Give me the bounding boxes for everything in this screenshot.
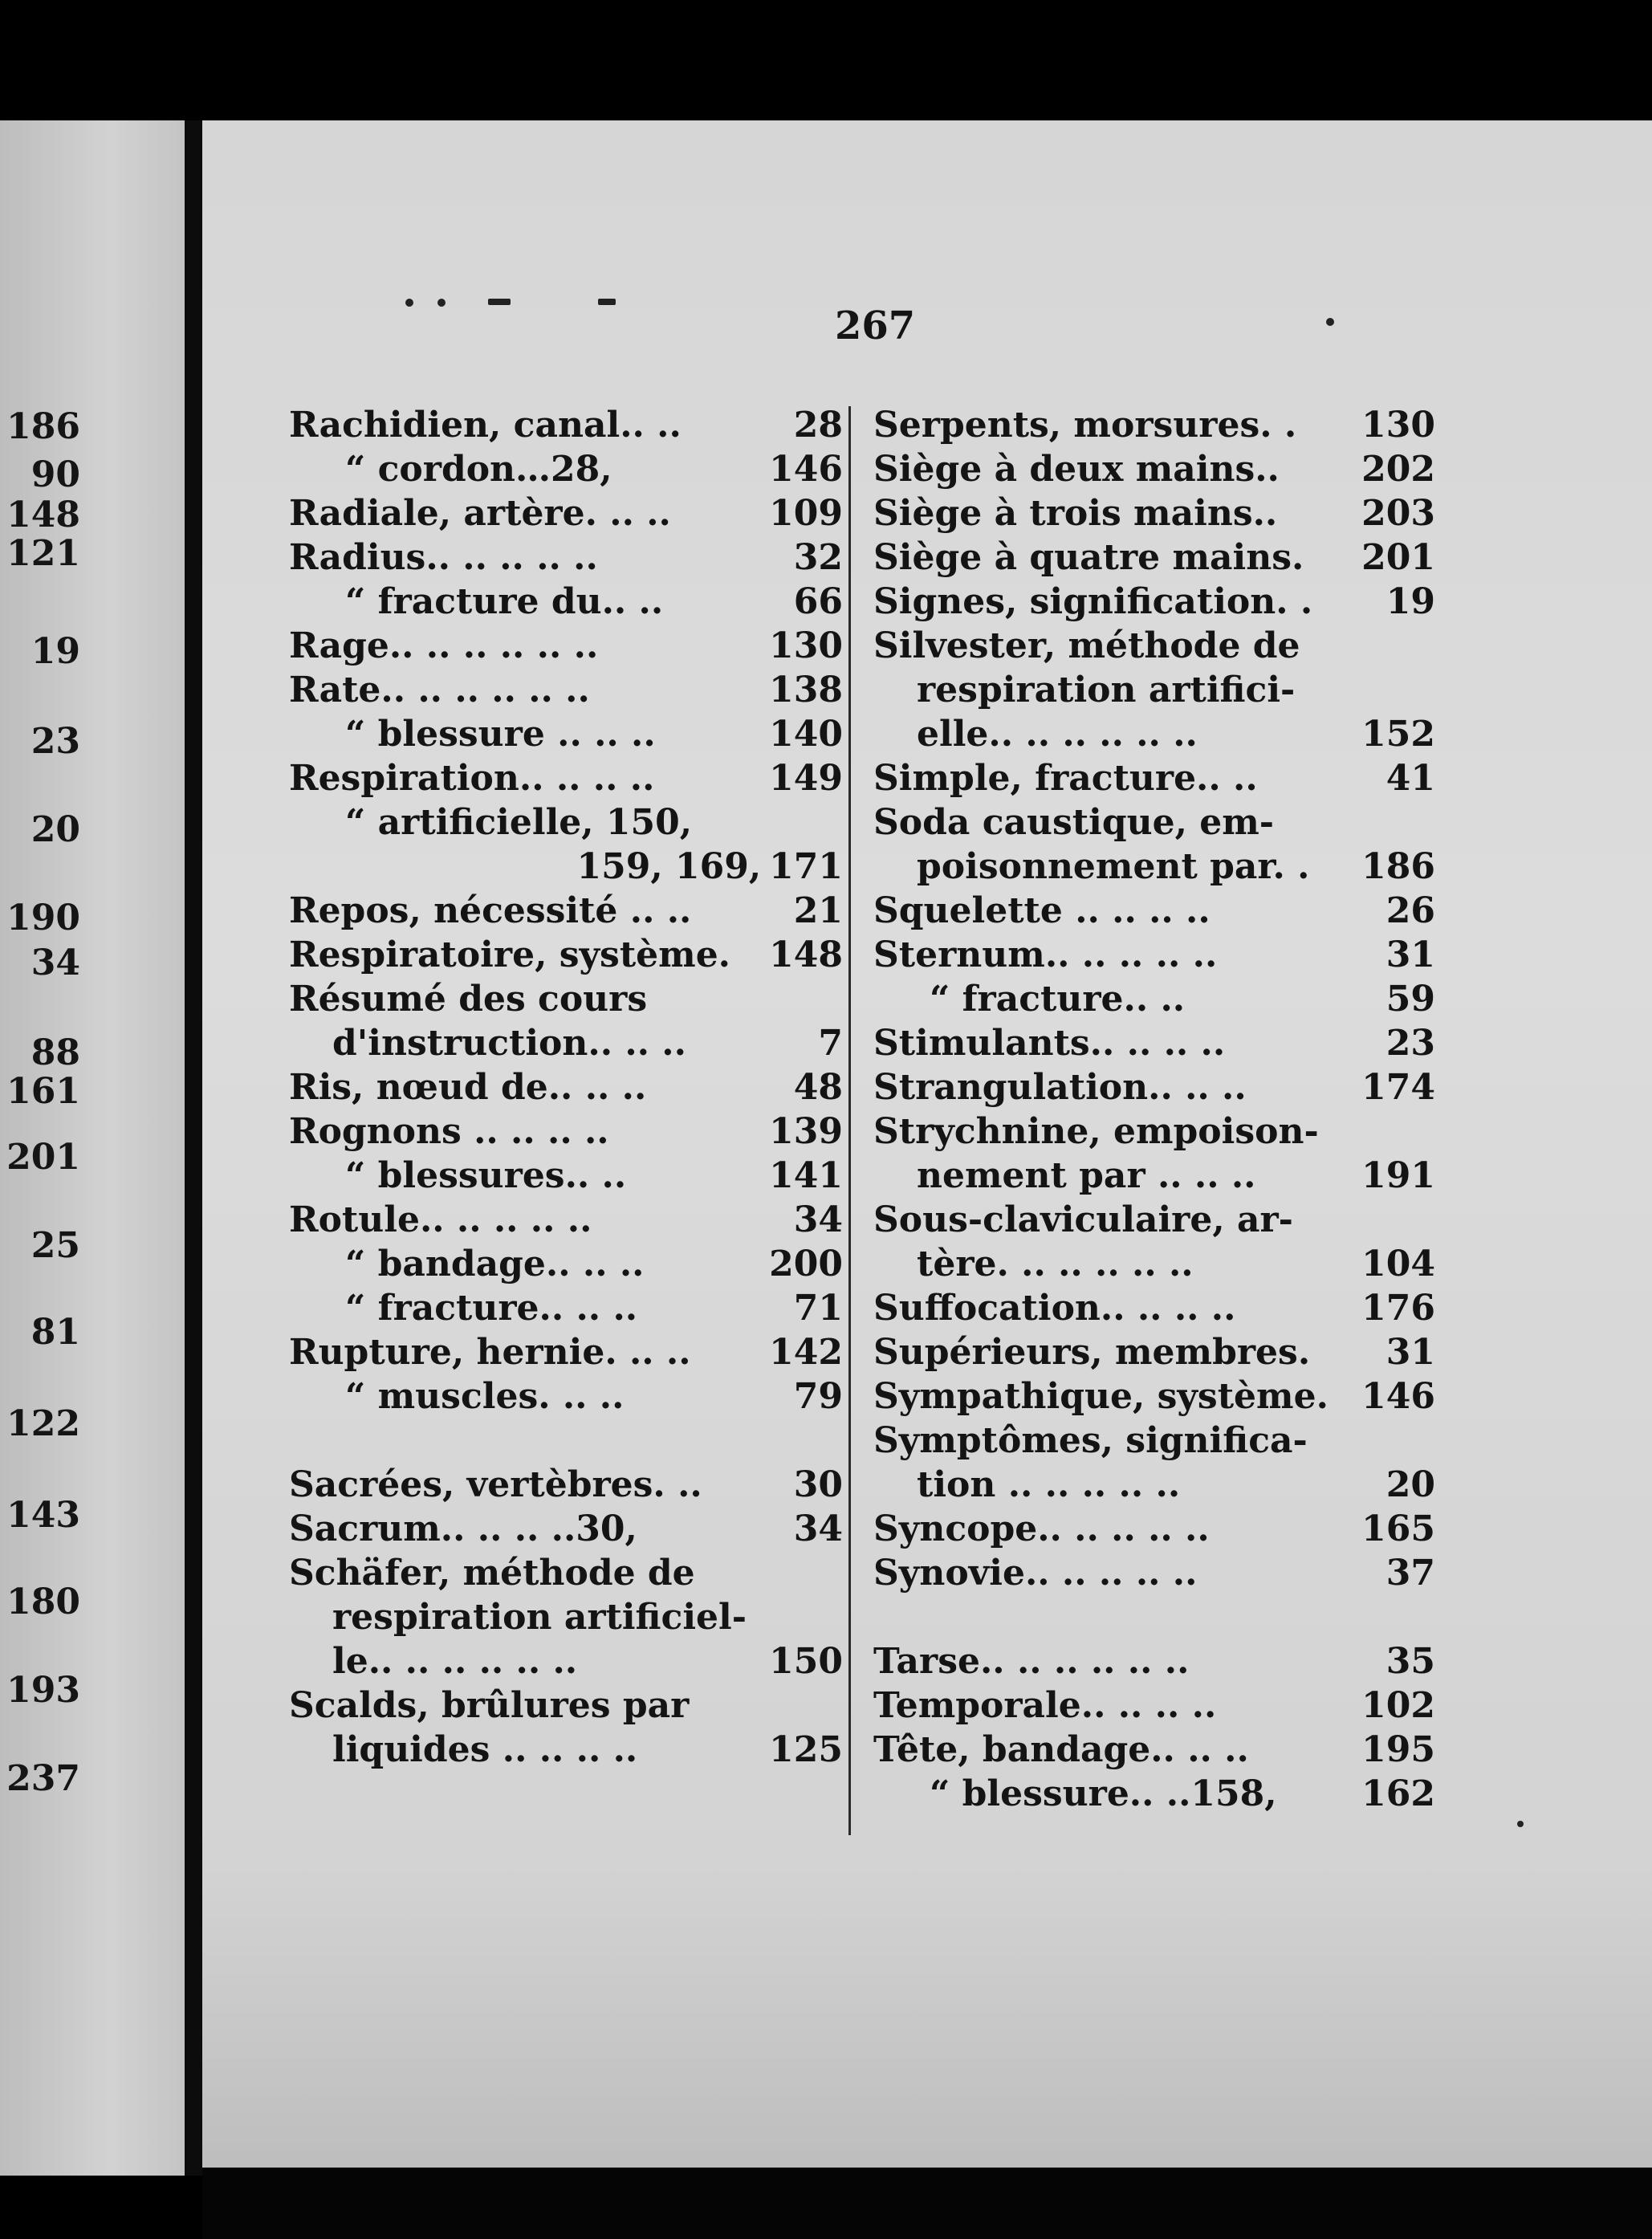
index-entry — [289, 1065, 843, 1109]
index-entry-text: “ bandage.. .. .. — [345, 1244, 645, 1284]
index-entry — [289, 1728, 843, 1772]
page-number: 267 — [835, 303, 916, 348]
index-entry — [873, 1198, 1435, 1242]
index-entry — [289, 889, 843, 933]
index-entry-page: 162 — [1361, 1773, 1435, 1814]
index-entry — [873, 756, 1435, 800]
index-entry-text: le.. .. .. .. .. .. — [332, 1641, 578, 1682]
index-entry-page: 7 — [818, 1023, 843, 1064]
index-entry-text: Stimulants.. .. .. .. — [873, 1023, 1226, 1064]
print-speck — [1517, 1821, 1524, 1827]
book-spine — [185, 120, 202, 2176]
index-entry — [873, 1154, 1435, 1198]
index-entry — [873, 535, 1435, 580]
index-entry — [873, 1507, 1435, 1551]
index-entry-page: 31 — [1385, 934, 1435, 975]
index-entry-page: 21 — [793, 890, 843, 931]
previous-page-number: 190 — [6, 898, 80, 938]
index-entry-text: Schäfer, méthode de — [289, 1553, 695, 1594]
index-entry-page: 176 — [1361, 1288, 1435, 1329]
index-entry-page: 152 — [1361, 714, 1435, 755]
index-entry — [289, 1639, 843, 1683]
index-entry-page: 32 — [793, 537, 843, 578]
index-entry-page: 200 — [769, 1244, 843, 1284]
page-bottom-edge — [202, 2168, 1652, 2239]
index-entry — [289, 403, 843, 447]
index-entry-text: Supérieurs, membres. — [873, 1332, 1311, 1373]
index-entry-page: 35 — [1385, 1641, 1435, 1682]
index-entry — [873, 1728, 1435, 1772]
index-entry — [873, 977, 1435, 1021]
index-entry-text: Rotule.. .. .. .. .. — [289, 1199, 592, 1240]
index-entry — [873, 1065, 1435, 1109]
index-entry-text: tère. .. .. .. .. .. — [917, 1244, 1194, 1284]
index-entry — [289, 491, 843, 535]
index-entry-page: 140 — [769, 714, 843, 755]
previous-page-number: 122 — [6, 1403, 80, 1444]
index-entry-text: Résumé des cours — [289, 979, 648, 1020]
index-entry-text: Respiratoire, système. — [289, 934, 730, 975]
index-entry-text: elle.. .. .. .. .. .. — [917, 714, 1198, 755]
index-entry-text: respiration artifici- — [917, 670, 1296, 710]
index-entry-page: 149 — [769, 758, 843, 799]
index-entry-text: Siège à trois mains.. — [873, 493, 1278, 534]
index-entry — [873, 1374, 1435, 1419]
index-entry — [873, 491, 1435, 535]
index-entry-page: 34 — [793, 1508, 843, 1549]
previous-page-number: 25 — [31, 1225, 80, 1266]
index-entry — [289, 1198, 843, 1242]
index-entry-text: Rognons .. .. .. .. — [289, 1111, 609, 1152]
index-entry-text: Temporale.. .. .. .. — [873, 1685, 1217, 1726]
index-entry — [289, 1109, 843, 1154]
index-entry — [289, 845, 843, 889]
index-entry-text: Repos, nécessité .. .. — [289, 890, 692, 931]
index-entry — [873, 1286, 1435, 1330]
index-entry — [873, 447, 1435, 491]
index-entry-page: 41 — [1385, 758, 1435, 799]
previous-page-number: 23 — [31, 721, 80, 762]
previous-page-number: 19 — [31, 631, 80, 672]
index-entry-text: “ cordon…28, — [345, 449, 612, 490]
index-entry-page: 142 — [769, 1332, 843, 1373]
index-entry — [873, 889, 1435, 933]
index-entry — [873, 845, 1435, 889]
index-entry-text: Scalds, brûlures par — [289, 1685, 690, 1726]
index-entry — [873, 1551, 1435, 1595]
previous-page-number: 121 — [6, 533, 80, 574]
index-entry-text: Tête, bandage.. .. .. — [873, 1729, 1249, 1770]
index-entry-page: 104 — [1361, 1244, 1435, 1284]
index-entry-page: 146 — [1361, 1376, 1435, 1417]
index-entry — [289, 1507, 843, 1551]
index-entry-text: Respiration.. .. .. .. — [289, 758, 655, 799]
index-entry-page: 79 — [793, 1376, 843, 1417]
index-entry — [289, 624, 843, 668]
index-entry-page: 71 — [793, 1288, 843, 1329]
print-speck — [1326, 318, 1334, 326]
print-speck — [405, 299, 413, 307]
index-entry-page: 28 — [793, 405, 843, 446]
index-entry-text: liquides .. .. .. .. — [332, 1729, 638, 1770]
index-entry — [873, 1242, 1435, 1286]
index-entry-text: Sacrum.. .. .. ..30, — [289, 1508, 637, 1549]
index-entry-text: Tarse.. .. .. .. .. .. — [873, 1641, 1190, 1682]
index-entry-text: Strangulation.. .. .. — [873, 1067, 1247, 1108]
index-entry-page: 130 — [1361, 405, 1435, 446]
index-entry — [289, 447, 843, 491]
index-entry — [873, 1683, 1435, 1728]
previous-page-number: 148 — [6, 495, 80, 535]
column-divider — [848, 406, 851, 1835]
index-entry-page: 59 — [1385, 979, 1435, 1020]
index-entry-text: Sous-claviculaire, ar- — [873, 1199, 1293, 1240]
index-entry-page: 19 — [1385, 581, 1435, 622]
index-entry-page: 125 — [769, 1729, 843, 1770]
index-entry-page: 201 — [1361, 537, 1435, 578]
index-entry-page: 138 — [769, 670, 843, 710]
index-entry-text: Ris, nœud de.. .. .. — [289, 1067, 647, 1108]
previous-page-number: 161 — [6, 1071, 80, 1112]
index-entry — [873, 1109, 1435, 1154]
print-speck — [488, 299, 511, 305]
index-entry-page: 130 — [769, 625, 843, 666]
index-entry-page: 26 — [1385, 890, 1435, 931]
index-column-right — [873, 403, 1435, 1816]
index-entry-text: Silvester, méthode de — [873, 625, 1300, 666]
index-entry — [873, 624, 1435, 668]
previous-page-number: 88 — [31, 1032, 80, 1073]
index-entry — [289, 1154, 843, 1198]
index-entry — [289, 535, 843, 580]
index-entry — [289, 1242, 843, 1286]
index-entry-text: Radiale, artère. .. .. — [289, 493, 671, 534]
index-entry — [289, 933, 843, 977]
index-entry-text: 159, 169, — [576, 846, 762, 887]
index-entry-page: 165 — [1361, 1508, 1435, 1549]
section-gap — [873, 1595, 1435, 1639]
index-entry-text: Siège à quatre mains. — [873, 537, 1304, 578]
index-entry — [873, 800, 1435, 845]
index-entry — [289, 1286, 843, 1330]
index-entry-text: Sternum.. .. .. .. .. — [873, 934, 1218, 975]
index-entry-page: 148 — [769, 934, 843, 975]
index-entry — [289, 1021, 843, 1065]
index-entry — [873, 1330, 1435, 1374]
index-entry-page: 191 — [1361, 1155, 1435, 1196]
index-entry-text: “ blessure.. ..158, — [930, 1773, 1277, 1814]
previous-page-number: 186 — [6, 406, 80, 447]
index-entry — [873, 1419, 1435, 1463]
index-entry-text: Sympathique, système. — [873, 1376, 1329, 1417]
index-entry-page: 23 — [1385, 1023, 1435, 1064]
index-entry — [873, 668, 1435, 712]
index-entry-text: “ fracture.. .. — [930, 979, 1186, 1020]
index-entry-text: tion .. .. .. .. .. — [917, 1464, 1181, 1505]
print-speck — [437, 299, 446, 307]
index-entry-text: “ blessures.. .. — [345, 1155, 627, 1196]
index-entry-text: Signes, signification. . — [873, 581, 1313, 622]
index-entry-text: Rate.. .. .. .. .. .. — [289, 670, 590, 710]
index-entry-text: Rage.. .. .. .. .. .. — [289, 625, 599, 666]
index-entry — [873, 580, 1435, 624]
index-entry-text: “ blessure .. .. .. — [345, 714, 656, 755]
previous-page-number: 237 — [6, 1758, 80, 1799]
index-entry — [289, 1463, 843, 1507]
previous-page-number: 143 — [6, 1495, 80, 1536]
print-speck — [598, 299, 616, 305]
index-entry-page: 150 — [769, 1641, 843, 1682]
index-entry — [873, 712, 1435, 756]
index-entry-text: “ fracture.. .. .. — [345, 1288, 638, 1329]
index-entry-page: 146 — [769, 449, 843, 490]
index-entry-page: 109 — [769, 493, 843, 534]
index-entry — [289, 668, 843, 712]
index-entry — [873, 1772, 1435, 1816]
index-entry-page: 31 — [1385, 1332, 1435, 1373]
index-entry-text: Synovie.. .. .. .. .. — [873, 1553, 1198, 1594]
index-entry-text: Suffocation.. .. .. .. — [873, 1288, 1236, 1329]
index-column-left — [289, 403, 843, 1772]
index-entry-text: Syncope.. .. .. .. .. — [873, 1508, 1210, 1549]
index-entry — [289, 1374, 843, 1419]
index-entry-text: “ fracture du.. .. — [345, 581, 664, 622]
index-entry-text: “ muscles. .. .. — [345, 1376, 625, 1417]
index-entry-page: 195 — [1361, 1729, 1435, 1770]
previous-page-number-column — [0, 120, 96, 2176]
index-entry — [873, 403, 1435, 447]
previous-page-number: 81 — [31, 1312, 80, 1353]
previous-page-number: 90 — [31, 454, 80, 495]
index-entry-text: Rupture, hernie. .. .. — [289, 1332, 691, 1373]
index-entry-text: “ artificielle, 150, — [345, 802, 693, 843]
index-entry-text: respiration artificiel- — [332, 1597, 747, 1638]
index-entry-page: 186 — [1361, 846, 1435, 887]
previous-page-number: 34 — [31, 942, 80, 983]
index-entry — [289, 756, 843, 800]
index-entry-page: 37 — [1385, 1553, 1435, 1594]
index-entry-text: nement par .. .. .. — [917, 1155, 1256, 1196]
index-entry-page: 171 — [769, 846, 843, 887]
index-entry-page: 174 — [1361, 1067, 1435, 1108]
index-entry-page: 102 — [1361, 1685, 1435, 1726]
previous-page-number: 20 — [31, 809, 80, 850]
index-entry-text: Squelette .. .. .. .. — [873, 890, 1211, 931]
index-entry-text: Sacrées, vertèbres. .. — [289, 1464, 702, 1505]
index-entry — [873, 933, 1435, 977]
index-entry — [289, 712, 843, 756]
index-entry-text: Serpents, morsures. . — [873, 405, 1297, 446]
index-entry — [873, 1021, 1435, 1065]
index-entry — [289, 977, 843, 1021]
index-entry-text: Simple, fracture.. .. — [873, 758, 1258, 799]
previous-page-number: 201 — [6, 1137, 80, 1178]
previous-page-number: 193 — [6, 1670, 80, 1711]
index-entry — [873, 1639, 1435, 1683]
index-entry-page: 48 — [793, 1067, 843, 1108]
index-entry-text: Rachidien, canal.. .. — [289, 405, 682, 446]
index-entry — [873, 1463, 1435, 1507]
previous-page-number: 180 — [6, 1582, 80, 1622]
index-entry — [289, 1683, 843, 1728]
index-entry-page: 66 — [793, 581, 843, 622]
previous-page — [0, 120, 185, 2176]
index-entry — [289, 1330, 843, 1374]
index-entry-page: 202 — [1361, 449, 1435, 490]
index-entry — [289, 580, 843, 624]
section-gap — [289, 1419, 843, 1463]
index-entry-text: Soda caustique, em- — [873, 802, 1275, 843]
index-entry-page: 141 — [769, 1155, 843, 1196]
index-entry — [289, 1551, 843, 1595]
index-entry-page: 30 — [793, 1464, 843, 1505]
index-entry-text: Symptômes, significa- — [873, 1420, 1308, 1461]
index-entry-text: Siège à deux mains.. — [873, 449, 1280, 490]
index-entry — [289, 1595, 843, 1639]
index-entry — [289, 800, 843, 845]
index-entry-text: Radius.. .. .. .. .. — [289, 537, 598, 578]
index-entry-page: 203 — [1361, 493, 1435, 534]
index-entry-text: d'instruction.. .. .. — [332, 1023, 686, 1064]
index-entry-page: 139 — [769, 1111, 843, 1152]
index-entry-text: Strychnine, empoison- — [873, 1111, 1319, 1152]
index-entry-page: 20 — [1385, 1464, 1435, 1505]
index-entry-page: 34 — [793, 1199, 843, 1240]
index-entry-text: poisonnement par. . — [917, 846, 1310, 887]
